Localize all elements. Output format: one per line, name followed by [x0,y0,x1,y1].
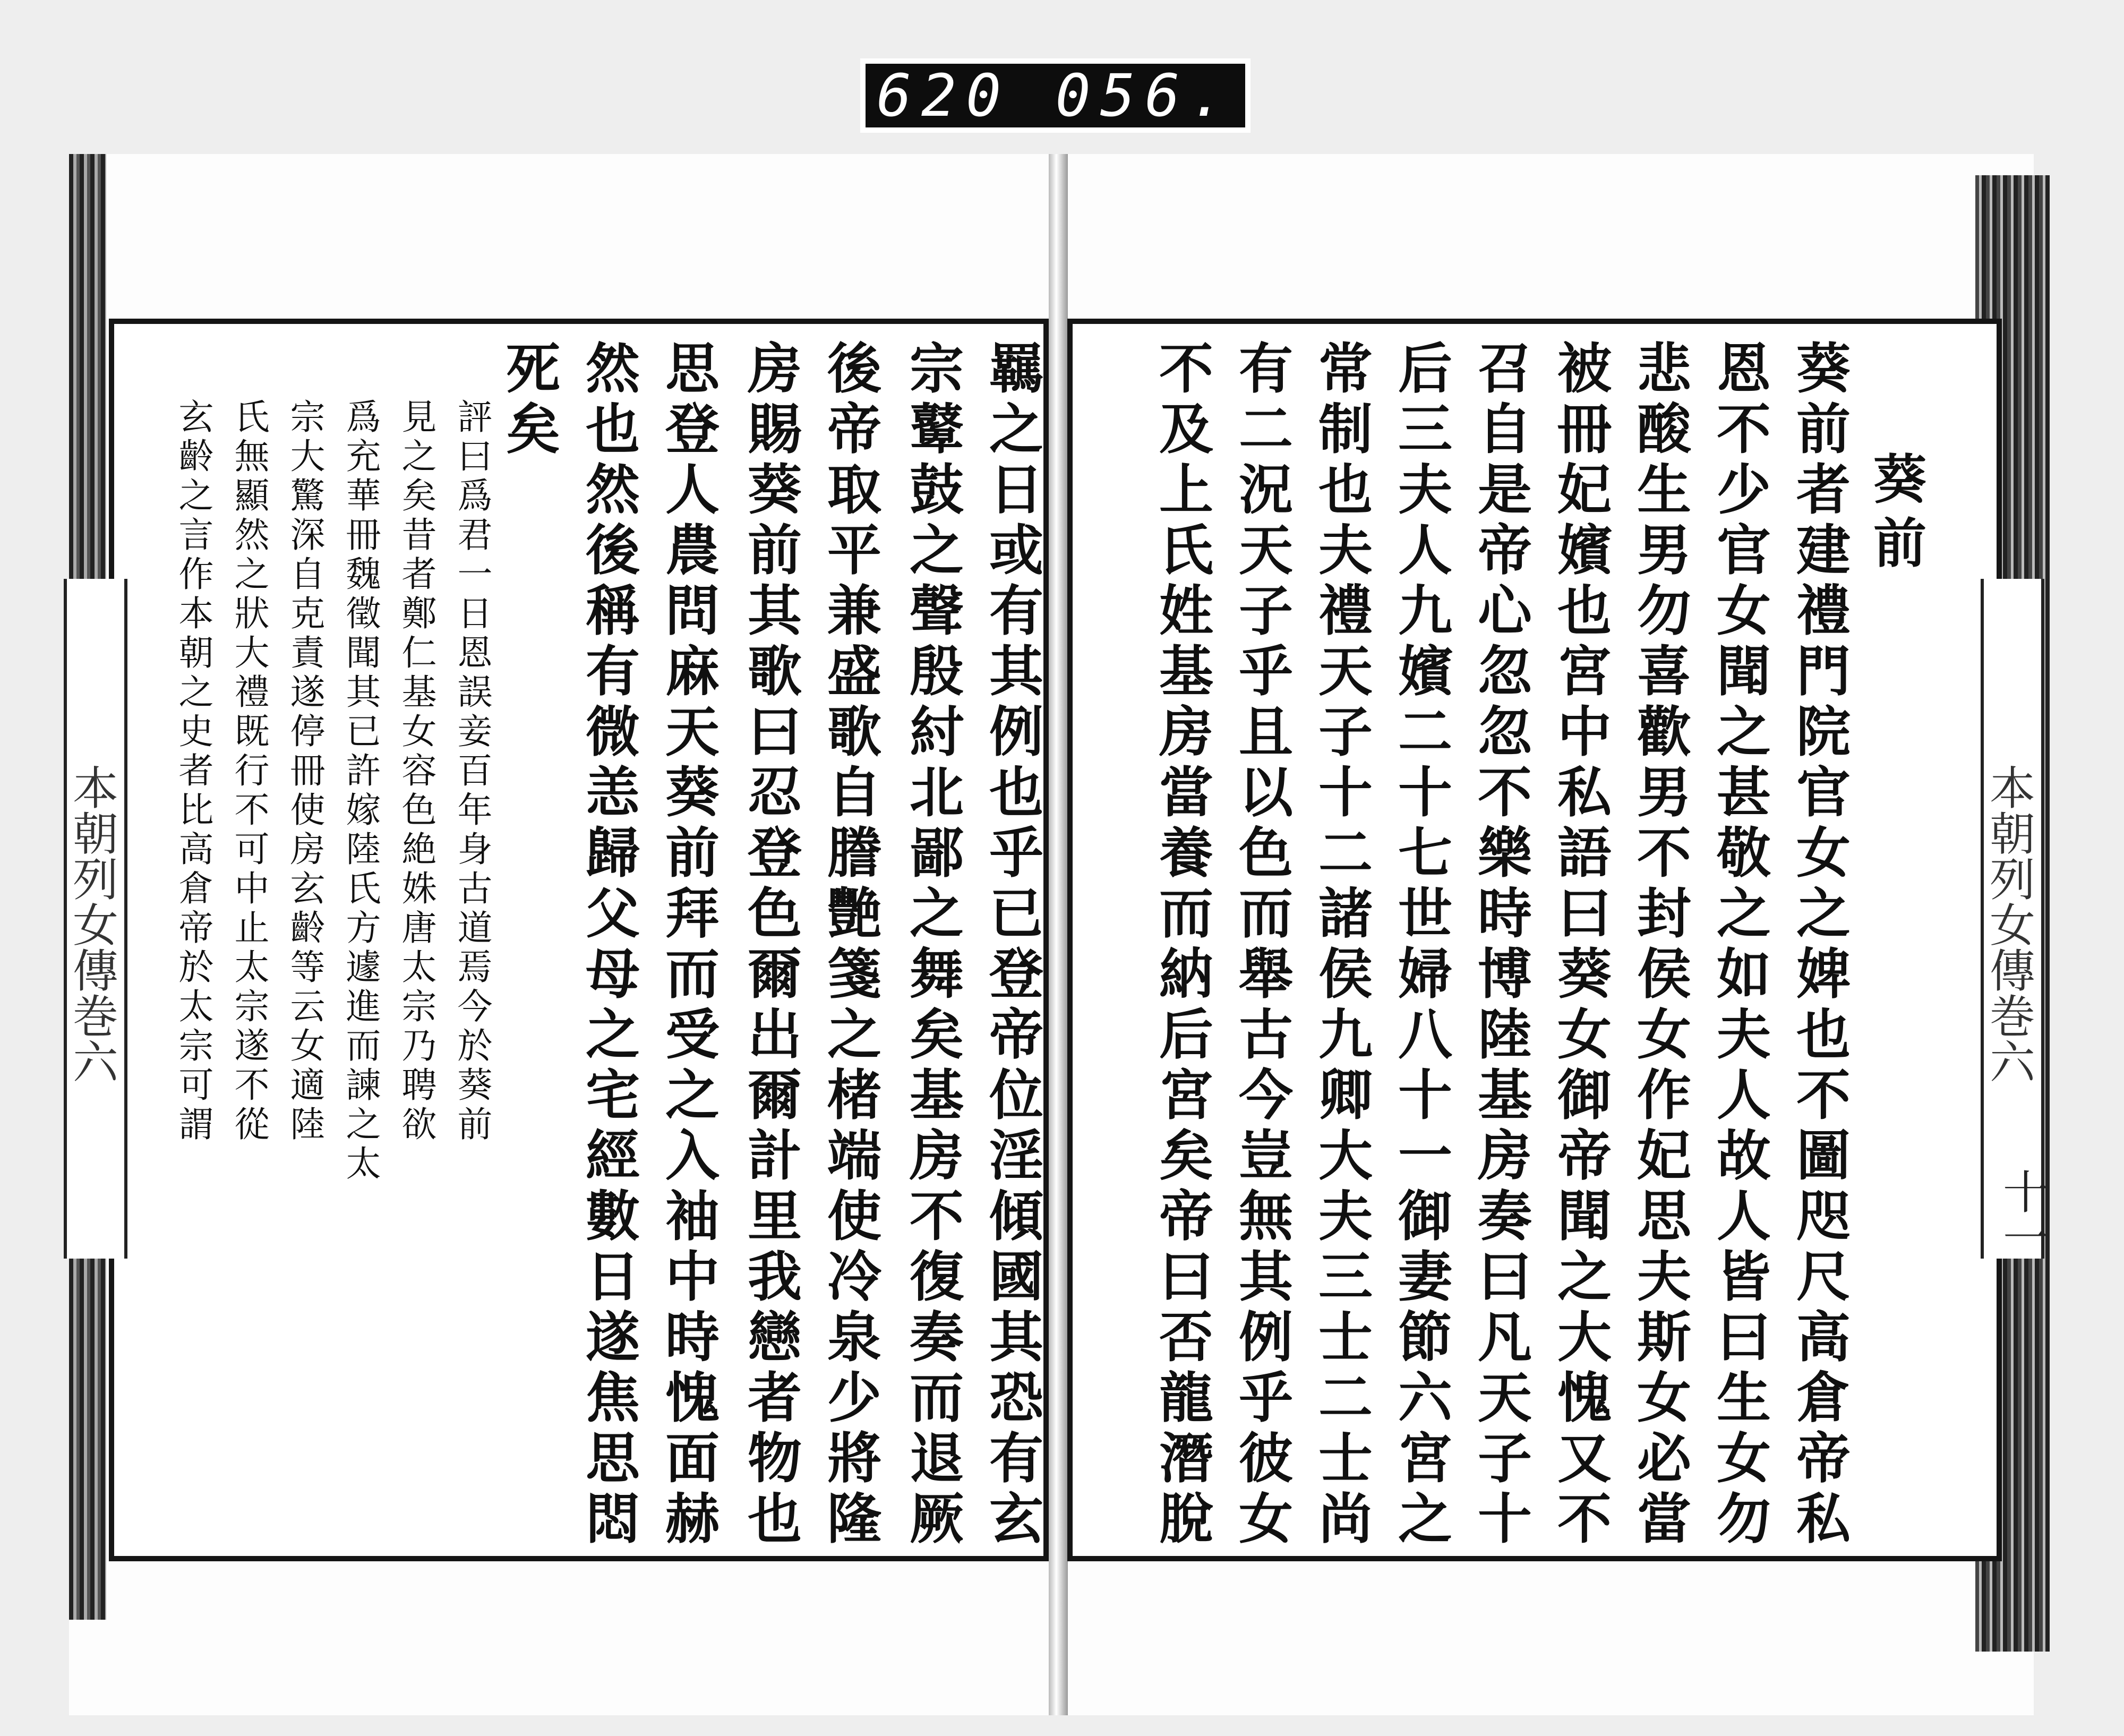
hanshin-right: 本朝列女傳巻六 [1981,579,2044,1259]
left-main-column-1: 羈之日或有其例也乎已登帝位淫傾國其恐有玄 [980,340,1044,1551]
hanshin-left: 本朝列女傳巻六 [64,579,127,1259]
right-column-1: 葵前者建禮門院官女之婢也不圖咫尺高倉帝私 [1787,340,1851,1551]
left-main-column-4: 房賜葵前其歌曰忍登色爾出爾計里我戀者物也 [739,340,802,1551]
left-note-column-2: 見之矣昔者鄭仁基女容色絶姝唐太宗乃聘欲 [396,398,436,1145]
folio-number: 十一 [1995,1168,2048,1260]
left-note-column-4: 宗大驚深自克責遂停冊使房玄齡等云女適陸 [284,398,325,1145]
right-column-9: 不及上氏姓基房當養而納后宮矣帝曰否龍潛脫 [1150,340,1214,1551]
left-note-column-5: 氏無顯然之狀大禮既行不可中止太宗遂不從 [228,398,269,1145]
left-main-column-2: 宗鼙鼓之聲殷紂北鄙之舞矣基房不復奏而退厥 [901,340,964,1551]
right-page-frame [1067,319,2002,1561]
archive-label-card: 620 056. [860,58,1251,133]
left-note-column-6: 玄齡之言作本朝之史者比高倉帝於太宗可謂 [173,398,213,1145]
right-column-6: 后三夫人九嬪二十七世婦八十一御妻節六宮之 [1389,340,1453,1551]
left-page-frame [109,319,1049,1561]
right-column-8: 有二況天子乎且以色而舉古今豈無其例乎彼女 [1230,340,1294,1551]
left-main-column-6: 然也然後稱有微恙歸父母之宅經數日遂焦思悶 [577,340,640,1551]
book-gutter [1049,154,1068,1715]
left-main-column-5: 思登人農問麻天葵前拜而受之入袖中時愧面赫 [656,340,720,1551]
right-column-4: 被冊妃嬪也宮中私語曰葵女御帝聞之大愧又不 [1548,340,1612,1551]
right-column-5: 召自是帝心忽忽不樂時博陸基房奏曰凡天子十 [1469,340,1532,1551]
right-column-7: 常制也夫禮天子十二諸侯九卿大夫三士二士尚 [1309,340,1373,1551]
left-note-column-3: 爲充華冊魏徵聞其已許嫁陸氏方遽進而諫之太 [340,398,381,1184]
right-column-3: 悲酸生男勿喜歡男不封侯女作妃思夫斯女必當 [1628,340,1692,1551]
left-note-column-1: 評曰爲君一日恩誤妾百年身古道焉今於葵前 [451,398,492,1145]
section-title: 葵前 [1864,451,1927,579]
left-main-column-7: 死矣 [497,340,561,461]
right-column-2: 恩不少官女聞之甚敬之如夫人故人皆曰生女勿 [1708,340,1771,1551]
left-main-column-3: 後帝取平兼盛歌自謄艷箋之楮端使冷泉少將隆 [818,340,882,1551]
